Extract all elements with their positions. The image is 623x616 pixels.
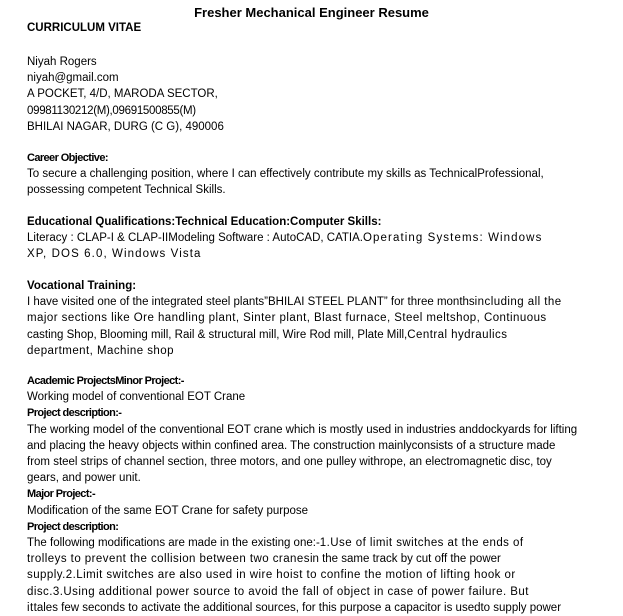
- major-project-desc-heading: Project description:: [27, 520, 119, 533]
- vocational-text: casting Shop, Blooming mill, Rail & structural mill, Wire Rod mill, Plate Mill,: [27, 328, 408, 341]
- contact-phones: 09981130212(M),09691500855(M): [27, 104, 196, 117]
- vocational-line: department, Machine shop: [27, 344, 174, 357]
- contact-block: [27, 54, 603, 135]
- cv-heading: CURRICULUM VITAE: [27, 22, 142, 34]
- major-text: tales few seconds to activate the additional sources, for this purpose a capacitor is usedto supply power: [33, 601, 562, 614]
- education-line: XP, DOS 6.0, Windows Vista: [27, 248, 202, 261]
- major-project-desc-line: disc.3.Using additional power source to avoid the fall of object in case of power failure. But: [27, 585, 529, 598]
- contact-name: Niyah Rogers: [27, 56, 97, 68]
- minor-project-desc-line: gears, and power unit.: [27, 472, 141, 485]
- major-text: The following modifications are made in the existing one:-: [27, 537, 320, 550]
- projects-heading: Academic ProjectsMinor Project:-: [27, 375, 184, 387]
- major-project-desc-line: [27, 600, 603, 616]
- major-project-desc-line: supply.2.Limit switches are also used in wire hoist to confine the motion of lifting hook or: [27, 569, 516, 582]
- minor-project-desc-line: and placing the heavy objects within confined area. The construction mainlyconsists of a structure made: [27, 439, 556, 452]
- major-project-heading: Major Project:-: [27, 488, 96, 501]
- minor-project-desc-line: from steel strips of channel section, three motors, and one pulley withrope, an electromagnetic disc, toy: [27, 456, 552, 469]
- education-heading: Educational Qualifications:Technical Education:Computer Skills:: [27, 216, 382, 228]
- education-line: [27, 230, 603, 246]
- major-project-title: Modification of the same EOT Crane for safety purpose: [27, 504, 309, 517]
- contact-address-line2: BHILAI NAGAR, DURG (C G), 490006: [27, 120, 224, 133]
- contact-email: niyah@gmail.com: [27, 72, 119, 85]
- education-text: Literacy : CLAP-I & CLAP-IIModeling Software : AutoCAD, CATIA.: [27, 232, 363, 245]
- major-text: it: [27, 601, 34, 614]
- contact-address-line1: A POCKET, 4/D, MARODA SECTOR,: [27, 88, 218, 101]
- vocational-training-section: [27, 278, 603, 359]
- vocational-text: including all the: [474, 296, 562, 309]
- minor-project-desc-line: The working model of the conventional EOT crane which is mostly used in industries anddockyards for lifting: [27, 423, 578, 436]
- career-objective-line: possessing competent Technical Skills.: [27, 184, 226, 197]
- vocational-heading: Vocational Training:: [27, 280, 137, 292]
- academic-projects-section: [27, 373, 603, 616]
- education-text: Operating Systems: Windows: [362, 232, 543, 245]
- vocational-line: [27, 327, 603, 343]
- minor-project-desc-heading: Project description:-: [27, 407, 122, 420]
- vocational-text: Central hydraulics: [407, 328, 508, 341]
- vocational-line: major sections like Ore handling plant, Sinter plant, Blast furnace, Steel meltshop, Continuous: [27, 312, 547, 325]
- career-objective-section: [27, 150, 603, 199]
- document-title: Fresher Mechanical Engineer Resume: [194, 5, 429, 20]
- vocational-line: [27, 294, 603, 310]
- major-project-desc-line: [27, 551, 603, 567]
- education-section: [27, 214, 603, 263]
- major-text: 1.Use of limit switches at the ends of: [319, 537, 524, 550]
- major-text: in the same track by cut off the power: [309, 553, 501, 566]
- major-project-desc-line: [27, 535, 603, 551]
- major-text: trolleys to prevent the collision between two cranes: [27, 553, 310, 566]
- career-objective-line: To secure a challenging position, where I can effectively contribute my skills as TechnicalProfessional,: [27, 168, 544, 181]
- minor-project-title: Working model of conventional EOT Crane: [27, 391, 246, 404]
- career-objective-heading: Career Objective:: [27, 152, 108, 164]
- vocational-text: I have visited one of the integrated steel plants”BHILAI STEEL PLANT” for three months: [27, 296, 475, 309]
